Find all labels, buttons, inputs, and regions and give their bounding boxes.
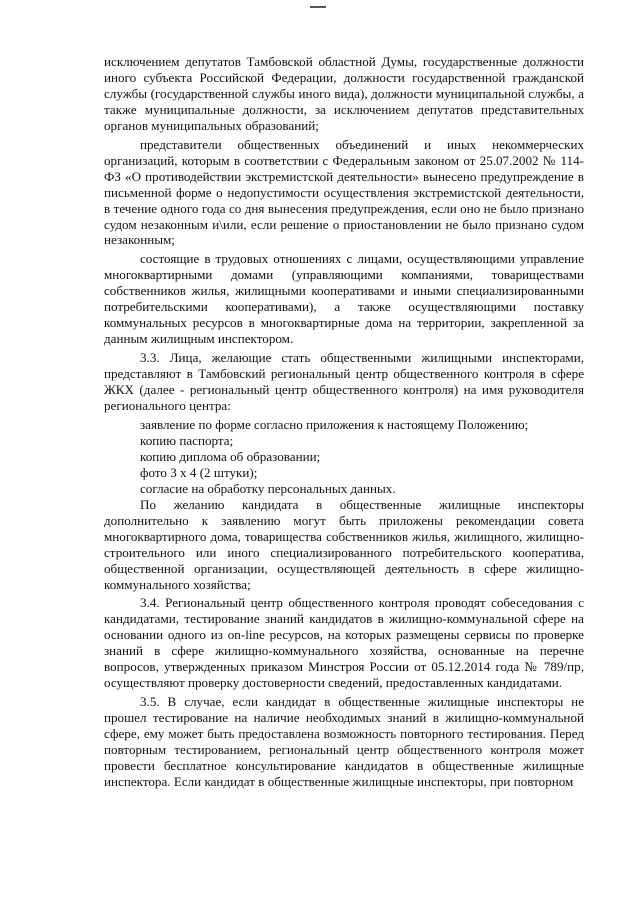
paragraph-labor-relations: состоящие в трудовых отношениях с лицами, осуществляющими управление многоквартирными домами (управляющими компаниями, товариществами собственников жилья, жилищными кооперативами и иными специализированными потребительскими кооперативами), а также осуществляющими поставку коммунальных ресурсов в многоквартирные дома на территории, закрепленной за данным жилищным инспектором. bbox=[104, 251, 584, 347]
list-item: согласие на обработку персональных данных. bbox=[140, 480, 396, 496]
document-body bbox=[104, 54, 584, 793]
paragraph-recommendations: По желанию кандидата в общественные жилищные инспекторы дополнительно к заявлению могут быть приложены рекомендации совета многоквартирного дома, товарищества собственников жилья, жилищного, жилищно-строительного или иного специализированного потребительского кооператива, общественной организации, осуществляющей деятельность в сфере жилищно-коммунального хозяйства; bbox=[104, 496, 584, 592]
paragraph-officials-exception: исключением депутатов Тамбовской областной Думы, государственные должности иного субъекта Российской Федерации, должности государственной гражданской службы (государственной службы иного вида), должности муниципальной службы, а также муниципальные должности, за исключением депутатов представительных органов муниципальных образований; bbox=[104, 54, 584, 133]
list-item: фото 3 х 4 (2 штуки); bbox=[140, 464, 258, 480]
paragraph-3-5: 3.5. В случае, если кандидат в общественные жилищные инспекторы не прошел тестирование на наличие необходимых знаний в жилищно-коммунальной сфере, ему может быть предоставлена возможность повторного тестирования. Перед повторным тестированием, региональный центр общественного контроля может провести бесплатное консультирование кандидатов в общественные жилищные инспектора. Если кандидат в общественные жилищные инспекторы, при повторном bbox=[104, 694, 584, 789]
list-item: копию паспорта; bbox=[140, 432, 234, 448]
list-item: копию диплома об образовании; bbox=[140, 448, 321, 464]
list-item: заявление по форме согласно приложения к настоящему Положению; bbox=[140, 416, 529, 432]
required-documents-list bbox=[104, 417, 584, 497]
page-mark bbox=[310, 6, 326, 8]
paragraph-3-3: 3.3. Лица, желающие стать общественными жилищными инспекторами, представляют в Тамбовский региональный центр общественного контроля в сфере ЖКХ (далее - региональный центр общественного контроля) на имя руководителя регионального центра: bbox=[104, 350, 584, 414]
paragraph-extremism-warning: представители общественных объединений и иных некоммерческих организаций, которым в соответствии с Федеральным законом от 25.07.2002 № 114-ФЗ «О противодействии экстремистской деятельности» вынесено предупреждение в письменной форме о недопустимости осуществления экстремистской деятельности, в течение одного года со дня вынесения предупреждения, если оно не было признано судом незаконным и\или, если решение о приостановлении не было признано судом незаконным; bbox=[104, 136, 584, 248]
paragraph-3-4: 3.4. Региональный центр общественного контроля проводят собеседования с кандидатами, тестирование знаний кандидатов в жилищно-коммунальной сфере на основании одного из on-line ресурсов, на которых размещены сервисы по проверке знаний в сфере жилищно-коммунального хозяйства, основанные на перечне вопросов, утвержденных приказом Минстроя России от 05.12.2014 года № 789/пр, осуществляют проверку достоверности сведений, предоставленных кандидатами. bbox=[104, 595, 584, 691]
